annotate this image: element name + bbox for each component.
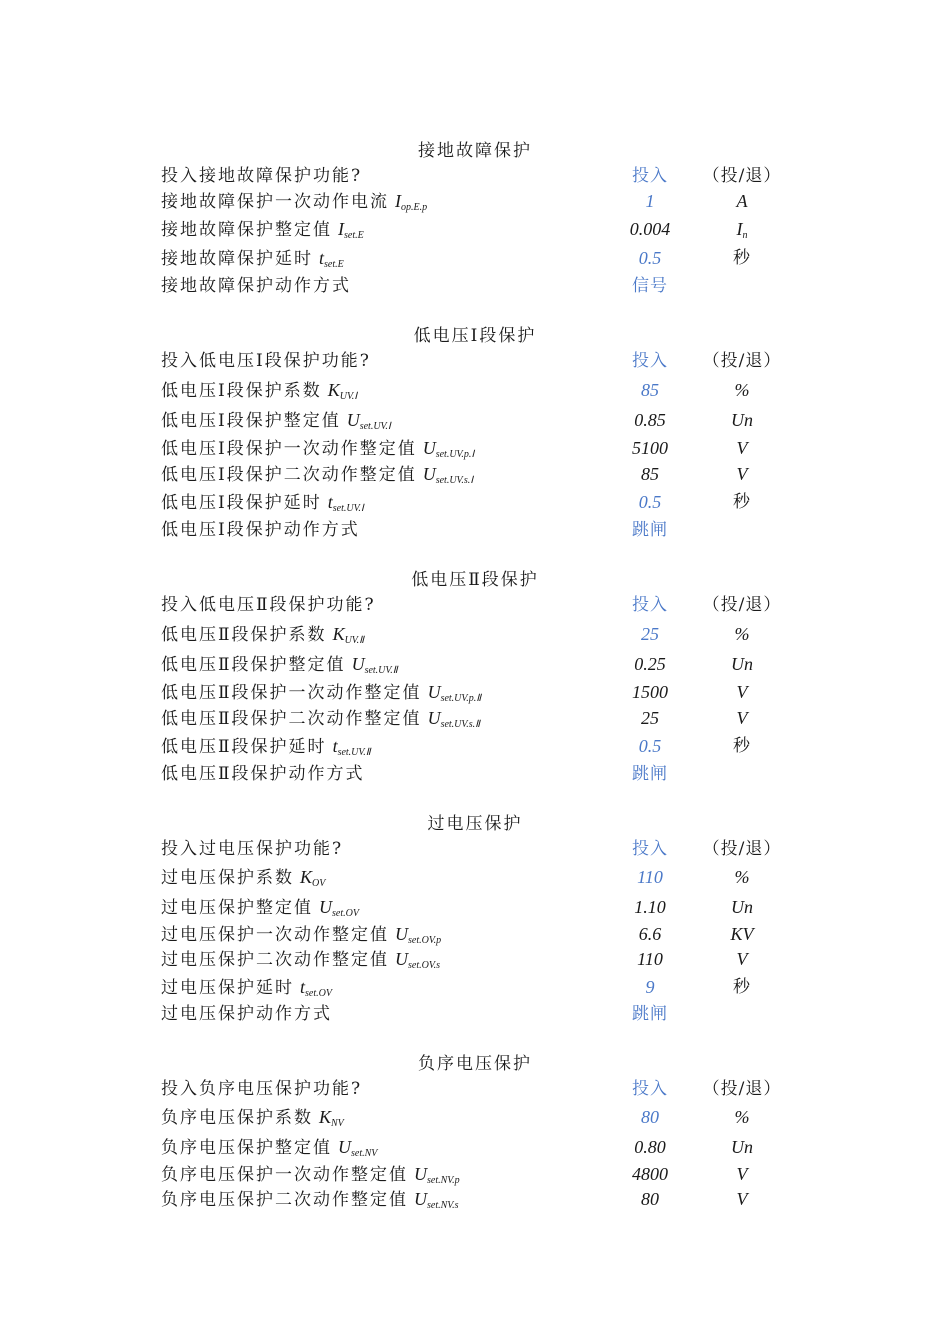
symbol-subscript: set.UV.p.Ⅰ — [435, 449, 475, 460]
symbol-main: t — [327, 492, 333, 512]
setting-label-text: 过电压保护一次动作整定值 — [161, 925, 389, 945]
symbol-main: t — [332, 736, 338, 756]
symbol-subscript: UV.Ⅱ — [344, 635, 365, 646]
setting-symbol — [300, 867, 325, 887]
setting-symbol — [328, 492, 364, 512]
setting-row — [0, 706, 950, 730]
setting-value: 110 — [637, 949, 663, 969]
setting-label-text: 接地故障保护一次动作电流 — [161, 192, 389, 212]
setting-value[interactable]: 投入 — [632, 595, 668, 615]
setting-label — [161, 734, 371, 765]
setting-value: 1.10 — [634, 897, 666, 917]
setting-label-text: 接地故障保护整定值 — [161, 220, 332, 240]
setting-label-text: 负序电压保护二次动作整定值 — [161, 1190, 408, 1210]
setting-label — [161, 652, 398, 683]
setting-symbol — [338, 219, 364, 239]
setting-unit — [692, 189, 792, 213]
symbol-subscript: set.NV — [351, 1148, 378, 1159]
symbol-main: U — [422, 438, 436, 458]
unit-main: V — [736, 949, 748, 969]
unit-main: （投/退） — [702, 839, 782, 859]
unit-main: （投/退） — [702, 595, 782, 615]
setting-value[interactable]: 9 — [645, 977, 655, 997]
unit-main: V — [736, 438, 748, 458]
setting-symbol — [428, 708, 480, 728]
symbol-main: K — [327, 380, 340, 400]
unit-main: A — [736, 191, 748, 211]
setting-row — [0, 490, 950, 514]
setting-value[interactable]: 25 — [641, 624, 659, 644]
setting-value: 25 — [641, 708, 659, 728]
setting-value: 5100 — [632, 438, 668, 458]
setting-symbol — [328, 380, 358, 400]
setting-label-text: 投入过电压保护功能? — [161, 839, 344, 859]
setting-unit — [692, 680, 792, 704]
setting-row — [0, 274, 950, 298]
setting-label — [161, 1077, 362, 1101]
setting-label-text: 负序电压保护系数 — [161, 1108, 313, 1128]
setting-row — [0, 1002, 950, 1026]
setting-label-text: 负序电压保护一次动作整定值 — [161, 1165, 408, 1185]
setting-label — [161, 462, 473, 493]
setting-row — [0, 1105, 950, 1129]
symbol-main: U — [414, 1189, 427, 1209]
setting-row — [0, 189, 950, 213]
setting-label-text: 低电压Ⅰ段保护系数 — [161, 381, 322, 401]
setting-label-text: 低电压Ⅰ段保护二次动作整定值 — [161, 465, 417, 485]
symbol-subscript: set.UV.s.Ⅱ — [440, 719, 481, 730]
setting-label — [161, 378, 357, 409]
setting-symbol — [395, 949, 440, 969]
setting-unit — [692, 593, 792, 617]
setting-row — [0, 680, 950, 704]
setting-label-text: 过电压保护动作方式 — [161, 1004, 332, 1024]
setting-row — [0, 462, 950, 486]
setting-value: 85 — [641, 464, 659, 484]
symbol-subscript: set.E — [344, 230, 364, 241]
section-title: 低电压Ⅰ段保护 — [413, 326, 537, 346]
symbol-main: U — [395, 924, 408, 944]
symbol-subscript: set.UV.Ⅰ — [332, 503, 364, 514]
unit-main: KV — [730, 924, 754, 944]
setting-value[interactable]: 投入 — [632, 351, 668, 371]
symbol-subscript: set.UV.Ⅱ — [364, 665, 398, 676]
symbol-main: U — [395, 949, 408, 969]
setting-label — [161, 1002, 332, 1026]
setting-label — [161, 947, 440, 978]
setting-label — [161, 408, 391, 439]
setting-symbol — [428, 682, 482, 702]
setting-symbol — [333, 736, 371, 756]
setting-label — [161, 706, 480, 737]
setting-row — [0, 378, 950, 402]
setting-label-text: 接地故障保护延时 — [161, 249, 313, 269]
setting-label-text: 投入低电压Ⅰ段保护功能? — [161, 351, 371, 371]
unit-main: 秒 — [733, 736, 751, 756]
setting-value[interactable]: 80 — [641, 1107, 659, 1127]
unit-main: 秒 — [733, 977, 751, 997]
setting-value[interactable]: 跳闸 — [632, 520, 668, 540]
setting-label-text: 投入负序电压保护功能? — [161, 1079, 363, 1099]
unit-main: % — [734, 624, 750, 644]
setting-row — [0, 1162, 950, 1186]
unit-main: I — [736, 219, 743, 239]
symbol-subscript: set.UV.Ⅱ — [337, 747, 371, 758]
symbol-main: t — [300, 977, 306, 997]
setting-label — [161, 865, 325, 896]
unit-main: Un — [731, 654, 753, 674]
setting-unit — [692, 975, 792, 999]
unit-main: Un — [731, 410, 753, 430]
unit-main: 秒 — [733, 492, 751, 512]
setting-label — [161, 164, 362, 188]
symbol-subscript: set.OV — [332, 908, 359, 919]
setting-value[interactable]: 1 — [645, 191, 655, 211]
setting-value[interactable]: 跳闸 — [632, 1004, 668, 1024]
unit-main: % — [734, 867, 750, 887]
symbol-subscript: UV.Ⅰ — [339, 391, 358, 402]
setting-row — [0, 734, 950, 758]
setting-unit — [692, 490, 792, 514]
setting-label-text: 低电压Ⅱ段保护系数 — [161, 625, 327, 645]
setting-symbol — [338, 1137, 377, 1157]
setting-value[interactable]: 投入 — [632, 839, 668, 859]
setting-unit — [692, 734, 792, 758]
unit-main: Un — [731, 897, 753, 917]
setting-value[interactable]: 110 — [637, 867, 663, 887]
symbol-main: K — [319, 1107, 332, 1127]
symbol-main: U — [414, 1164, 427, 1184]
unit-main: % — [734, 380, 750, 400]
setting-unit — [692, 1162, 792, 1186]
setting-label-text: 接地故障保护动作方式 — [161, 276, 351, 296]
setting-unit — [692, 895, 792, 919]
setting-symbol — [423, 438, 475, 458]
setting-unit — [692, 1187, 792, 1211]
setting-label — [161, 274, 351, 298]
setting-value[interactable]: 0.5 — [638, 736, 662, 756]
setting-label — [161, 518, 360, 542]
setting-row — [0, 895, 950, 919]
unit-main: 秒 — [733, 248, 751, 268]
setting-label-text: 投入接地故障保护功能? — [161, 166, 363, 186]
setting-symbol — [423, 464, 474, 484]
setting-row — [0, 217, 950, 241]
setting-label-text: 低电压Ⅱ段保护动作方式 — [161, 764, 365, 784]
setting-row — [0, 349, 950, 373]
unit-main: V — [736, 464, 748, 484]
setting-row — [0, 164, 950, 188]
unit-main: V — [736, 682, 748, 702]
symbol-main: U — [427, 682, 441, 702]
section-title: 低电压Ⅱ段保护 — [411, 570, 539, 590]
setting-unit — [692, 349, 792, 373]
setting-row — [0, 593, 950, 617]
setting-label — [161, 837, 343, 861]
setting-label-text: 过电压保护系数 — [161, 868, 294, 888]
symbol-subscript: set.OV.p — [408, 935, 442, 946]
section-title: 负序电压保护 — [418, 1054, 532, 1074]
setting-label-text: 低电压Ⅱ段保护一次动作整定值 — [161, 683, 422, 703]
setting-label-text: 低电压Ⅰ段保护延时 — [161, 493, 322, 513]
setting-value[interactable]: 投入 — [632, 166, 668, 186]
setting-unit — [692, 652, 792, 676]
setting-row — [0, 246, 950, 270]
symbol-subscript: set.NV.p — [427, 1175, 460, 1186]
setting-label — [161, 217, 364, 248]
setting-label-text: 低电压Ⅰ段保护动作方式 — [161, 520, 360, 540]
setting-value: 0.85 — [634, 410, 666, 430]
symbol-subscript: set.NV.s — [427, 1200, 459, 1211]
setting-label-text: 低电压Ⅰ段保护一次动作整定值 — [161, 439, 417, 459]
setting-symbol — [352, 654, 398, 674]
setting-symbol — [319, 897, 359, 917]
symbol-main: t — [319, 248, 325, 268]
setting-unit — [692, 947, 792, 971]
symbol-main: K — [332, 624, 345, 644]
symbol-subscript: set.UV.s.Ⅰ — [435, 475, 474, 486]
setting-unit — [692, 408, 792, 432]
setting-label — [161, 622, 364, 653]
setting-row — [0, 622, 950, 646]
setting-label — [161, 1187, 459, 1218]
symbol-main: K — [300, 867, 313, 887]
setting-symbol — [347, 410, 391, 430]
setting-value[interactable]: 跳闸 — [632, 764, 668, 784]
setting-value: 0.80 — [634, 1137, 666, 1157]
setting-value: 4800 — [632, 1164, 668, 1184]
symbol-main: U — [319, 897, 332, 917]
setting-value[interactable]: 85 — [641, 380, 659, 400]
setting-unit — [692, 164, 792, 188]
section-title: 过电压保护 — [427, 814, 523, 834]
setting-unit — [692, 922, 792, 946]
setting-label-text: 过电压保护整定值 — [161, 898, 313, 918]
symbol-subscript: set.UV.p.Ⅱ — [440, 693, 482, 704]
setting-row — [0, 922, 950, 946]
symbol-main: I — [395, 191, 401, 211]
unit-main: Un — [731, 1137, 753, 1157]
symbol-main: U — [338, 1137, 351, 1157]
setting-label-text: 低电压Ⅰ段保护整定值 — [161, 411, 341, 431]
setting-label-text: 过电压保护延时 — [161, 978, 294, 998]
setting-label — [161, 762, 365, 786]
symbol-main: I — [338, 219, 344, 239]
setting-row — [0, 762, 950, 786]
symbol-subscript: op.E.p — [401, 202, 428, 213]
setting-symbol — [395, 924, 441, 944]
setting-value[interactable]: 投入 — [632, 1079, 668, 1099]
section-title: 接地故障保护 — [418, 141, 532, 161]
unit-main: V — [736, 708, 748, 728]
setting-unit — [692, 436, 792, 460]
setting-row — [0, 865, 950, 889]
setting-row — [0, 408, 950, 432]
setting-row — [0, 518, 950, 542]
setting-label-text: 负序电压保护整定值 — [161, 1138, 332, 1158]
unit-main: V — [736, 1164, 748, 1184]
symbol-main: U — [351, 654, 365, 674]
setting-row — [0, 1077, 950, 1101]
setting-unit — [692, 217, 792, 248]
unit-main: V — [736, 1189, 748, 1209]
setting-row — [0, 1135, 950, 1159]
setting-label — [161, 490, 364, 521]
setting-label-text: 低电压Ⅱ段保护整定值 — [161, 655, 346, 675]
setting-symbol — [414, 1164, 460, 1184]
setting-symbol — [319, 248, 344, 268]
setting-label — [161, 189, 427, 220]
setting-label — [161, 349, 371, 373]
setting-value[interactable]: 信号 — [632, 276, 668, 296]
symbol-main: U — [346, 410, 360, 430]
unit-subscript: n — [742, 230, 748, 241]
setting-row — [0, 436, 950, 460]
setting-label-text: 低电压Ⅱ段保护二次动作整定值 — [161, 709, 422, 729]
unit-main: （投/退） — [702, 1079, 782, 1099]
setting-label — [161, 593, 376, 617]
setting-unit — [692, 622, 792, 646]
setting-label-text: 投入低电压Ⅱ段保护功能? — [161, 595, 376, 615]
setting-label — [161, 1105, 344, 1136]
unit-main: % — [734, 1107, 750, 1127]
setting-row — [0, 837, 950, 861]
setting-label-text: 低电压Ⅱ段保护延时 — [161, 737, 327, 757]
setting-symbol — [319, 1107, 344, 1127]
setting-unit — [692, 246, 792, 270]
symbol-subscript: set.OV.s — [408, 960, 441, 971]
symbol-main: U — [427, 708, 441, 728]
setting-unit — [692, 378, 792, 402]
setting-value: 0.004 — [629, 219, 671, 239]
setting-symbol — [414, 1189, 459, 1209]
setting-value: 6.6 — [638, 924, 662, 944]
setting-value[interactable]: 0.5 — [638, 492, 662, 512]
setting-symbol — [395, 191, 427, 211]
setting-value[interactable]: 0.5 — [638, 248, 662, 268]
setting-label — [161, 246, 344, 277]
symbol-subscript: set.UV.Ⅰ — [359, 421, 391, 432]
unit-main: （投/退） — [702, 351, 782, 371]
unit-main: （投/退） — [702, 166, 782, 186]
symbol-subscript: set.OV — [305, 988, 332, 999]
setting-label-text: 过电压保护二次动作整定值 — [161, 950, 389, 970]
symbol-subscript: set.E — [324, 259, 344, 270]
setting-value: 0.25 — [634, 654, 666, 674]
setting-unit — [692, 1105, 792, 1129]
setting-unit — [692, 706, 792, 730]
setting-unit — [692, 865, 792, 889]
setting-row — [0, 975, 950, 999]
symbol-main: U — [422, 464, 436, 484]
setting-unit — [692, 1135, 792, 1159]
symbol-subscript: NV — [331, 1118, 344, 1129]
setting-unit — [692, 837, 792, 861]
setting-symbol — [300, 977, 332, 997]
setting-symbol — [333, 624, 364, 644]
setting-row — [0, 947, 950, 971]
setting-value: 1500 — [632, 682, 668, 702]
setting-value: 80 — [641, 1189, 659, 1209]
setting-unit — [692, 1077, 792, 1101]
setting-row — [0, 652, 950, 676]
setting-row — [0, 1187, 950, 1211]
setting-unit — [692, 462, 792, 486]
symbol-subscript: OV — [312, 878, 326, 889]
